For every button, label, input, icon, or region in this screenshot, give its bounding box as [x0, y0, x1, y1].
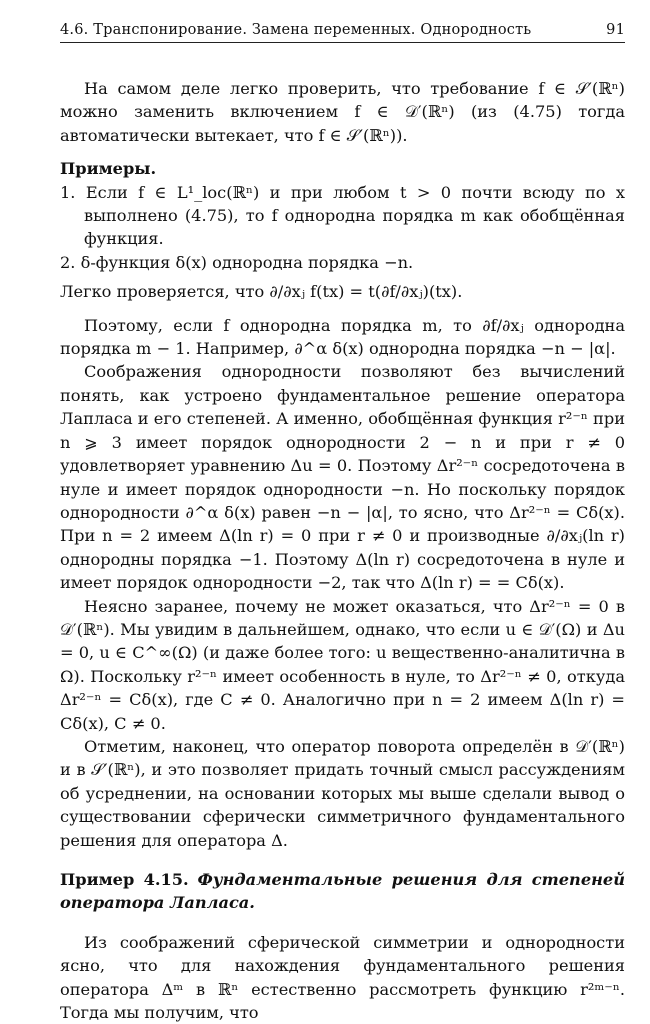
example-item-1: 1. Если f ∈ L¹_loc(ℝⁿ) и при любом t > 0 почти всюду по x выполнено (4.75), то f однородна порядка m как обобщённая функция.	[60, 182, 625, 249]
paragraph-therefore: Поэтому, если f однородна порядка m, то ∂f/∂xⱼ однородна порядка m − 1. Например, ∂^α δ(x) однородна порядка −n − |α|.	[60, 315, 625, 359]
example-heading	[60, 868, 625, 915]
page-body	[60, 77, 625, 1024]
formula-line: Легко проверяется, что ∂/∂xⱼ f(tx) = t(∂f/∂xⱼ)(tx).	[60, 282, 463, 302]
examples-heading: Примеры.	[60, 159, 157, 179]
example-title: Фундаментальные решения для степеней оператора Лапласа.	[60, 870, 625, 913]
page-number: 91	[606, 22, 625, 38]
header-title: 4.6. Транспонирование. Замена переменных. Однородность	[60, 22, 532, 38]
example-label: Пример 4.15.	[60, 870, 189, 889]
paragraph-homogeneity: Соображения однородности позволяют без вычислений понять, как устроено фундаментальное решение оператора Лапласа и его степеней. А именно, обобщённая функция r²⁻ⁿ при n ⩾ 3 имеет порядок однородности 2 − n и при r ≠ 0 удовлетворяет уравнению Δu = 0. Поэтому Δr²⁻ⁿ сосредоточена в нуле и имеет порядок однородности −n. Но поскольку порядок однородности ∂^α δ(x) равен −n − |α|, то ясно, что Δr²⁻ⁿ = Cδ(x). При n = 2 имеем Δ(ln r) = 0 при r ≠ 0 и производные ∂/∂xⱼ(ln r) однородны порядка −1. Поэтому Δ(ln r) сосредоточена в нуле и имеет порядок однородности −2, так что Δ(ln r) = = Cδ(x).	[60, 362, 625, 593]
page	[60, 22, 625, 1024]
example-item-2: 2. δ-функция δ(x) однородна порядка −n.	[60, 252, 414, 272]
paragraph-final: Из соображений сферической симметрии и однородности ясно, что для нахождения фундаментального решения оператора Δᵐ в ℝⁿ естественно рассмотреть функцию r²ᵐ⁻ⁿ. Тогда мы получим, что	[60, 932, 625, 1023]
paragraph-unclear: Неясно заранее, почему не может оказаться, что Δr²⁻ⁿ = 0 в 𝒟′(ℝⁿ). Мы увидим в дальнейшем, однако, что если u ∈ 𝒟′(Ω) и Δu = 0, u ∈ C^∞(Ω) (и даже более того: u вещественно-аналитична в Ω). Поскольку r²⁻ⁿ имеет особенность в нуле, то Δr²⁻ⁿ ≠ 0, откуда Δr²⁻ⁿ = Cδ(x), где C ≠ 0. Аналогично при n = 2 имеем Δ(ln r) = Cδ(x), C ≠ 0.	[60, 596, 625, 733]
running-header	[60, 22, 625, 43]
paragraph-rotation: Отметим, наконец, что оператор поворота определён в 𝒟′(ℝⁿ) и в 𝒮′(ℝⁿ), и это позволяет придать точный смысл рассуждениям об усреднении, на основании которых мы выше сделали вывод о существовании сферически симметричного фундаментального решения для оператора Δ.	[60, 736, 625, 850]
paragraph-intro: На самом деле легко проверить, что требование f ∈ 𝒮′(ℝⁿ) можно заменить включением f ∈ 𝒟′(ℝⁿ) (из (4.75) тогда автоматически вытекает, что f ∈ 𝒮′(ℝⁿ)).	[60, 79, 625, 145]
